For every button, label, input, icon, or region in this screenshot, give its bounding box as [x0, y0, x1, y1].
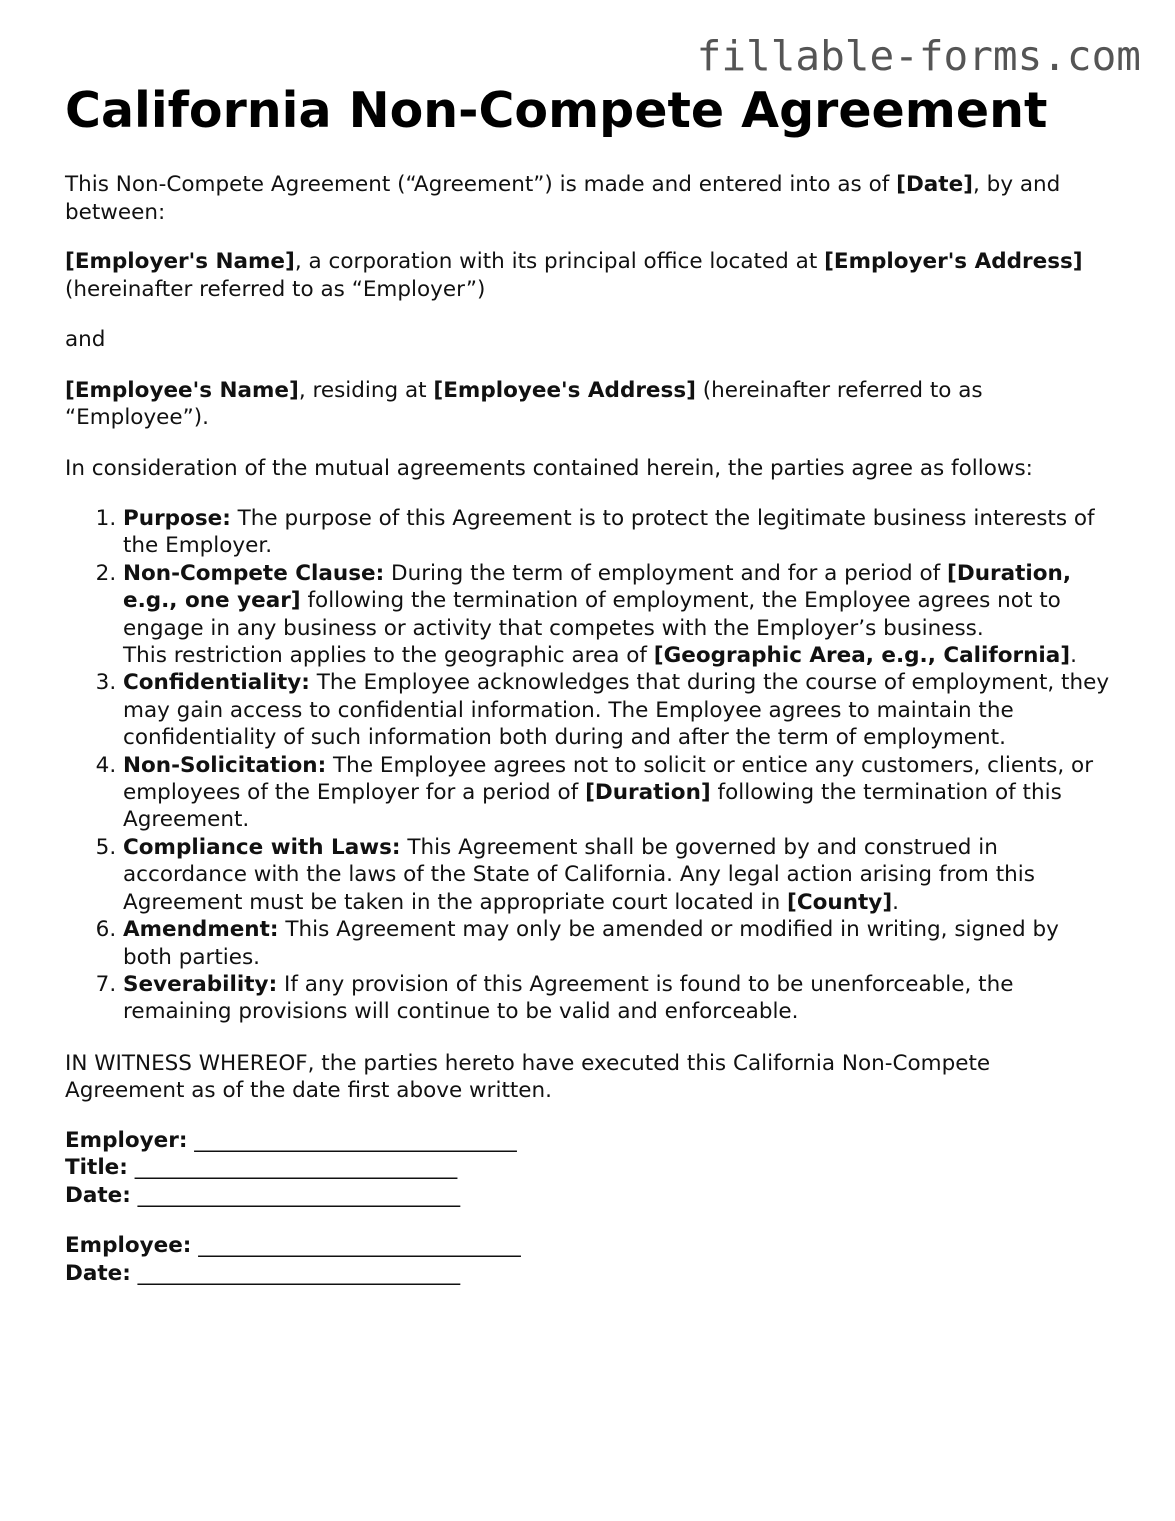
duration-field: [Duration] — [585, 780, 711, 806]
clause-text: This Agreement may only be amended or modified in writing, signed by both parties. — [123, 917, 1059, 970]
employee-text-end: (hereinafter referred to as “Employee”). — [65, 377, 983, 430]
intro-text-end: , by and between: — [65, 172, 1061, 225]
date-field: [Date] — [896, 172, 973, 197]
employee-text: , residing at — [298, 377, 434, 403]
intro-paragraph — [65, 171, 1113, 226]
clause-heading: Non-Compete Clause: — [123, 560, 385, 586]
employee-paragraph — [65, 377, 1113, 432]
employee-address-field: [Employee's Address] — [433, 377, 696, 403]
clause-confidentiality — [123, 669, 1113, 751]
consideration-paragraph: In consideration of the mutual agreements contained herein, the parties agree as follows: — [65, 455, 1033, 481]
watermark: fillable-forms.com — [696, 32, 1141, 80]
blank-line: ______________________________ — [127, 1155, 458, 1181]
employee-date-line[interactable] — [65, 1260, 1113, 1288]
clause-compliance — [123, 834, 1113, 916]
clause-text: following the termination of employment, the Employee agrees not to engage in any business or activity that competes with the Employer’s business. — [123, 588, 1061, 641]
witness-paragraph: IN WITNESS WHEREOF, the parties hereto have executed this California Non-Compete Agreement as of the date first above written. — [65, 1050, 991, 1104]
employer-text: , a corporation with its principal office located at — [294, 249, 825, 274]
employer-date-line[interactable] — [65, 1182, 1113, 1210]
employer-label: Employer: — [65, 1127, 188, 1153]
geographic-area-field: [Geographic Area, e.g., California] — [653, 643, 1071, 669]
clause-text: The Employee acknowledges that during the course of employment, they may gain access to confidential information. The Employee agrees to maintain the confidentiality of such information both during and after the term of employment. — [123, 670, 1110, 751]
clause-text: . — [892, 889, 899, 915]
clause-text: This Agreement shall be governed by and construed in accordance with the laws of the State of California. Any legal action arising from this Agreement must be taken in the appropriate court located in — [123, 834, 1035, 915]
date-label: Date: — [65, 1182, 131, 1208]
date-label: Date: — [65, 1260, 131, 1286]
clause-heading: Purpose: — [123, 506, 231, 531]
blank-line: ______________________________ — [191, 1233, 521, 1259]
employer-address-field: [Employer's Address] — [824, 249, 1083, 274]
clause-text: This restriction applies to the geographic area of — [123, 643, 654, 669]
clause-severability — [123, 971, 1113, 1026]
clause-non-compete — [123, 560, 1113, 670]
clause-non-solicitation — [123, 752, 1113, 834]
clause-heading: Confidentiality: — [123, 670, 310, 696]
employer-text-end: (hereinafter referred to as “Employer”) — [65, 276, 486, 302]
clause-heading: Compliance with Laws: — [123, 834, 401, 860]
clause-heading: Non-Solicitation: — [123, 752, 327, 778]
clause-heading: Amendment: — [123, 917, 279, 943]
employer-signature-line[interactable] — [65, 1127, 1113, 1155]
clause-amendment — [123, 916, 1113, 971]
employee-label: Employee: — [65, 1233, 192, 1259]
employer-paragraph — [65, 248, 1113, 303]
clause-text: The Employee agrees not to solicit or entice any customers, clients, or employees of the Employer for a period of — [123, 752, 1094, 806]
clause-purpose — [123, 505, 1113, 560]
blank-line: ______________________________ — [187, 1127, 517, 1153]
title-label: Title: — [65, 1155, 128, 1181]
duration-field: [Duration, e.g., one year] — [123, 560, 1071, 614]
employer-signature-block — [65, 1127, 1113, 1210]
clause-text: If any provision of this Agreement is found to be unenforceable, the remaining provisions will continue to be valid and enforceable. — [123, 971, 1014, 1025]
clause-text: The purpose of this Agreement is to protect the legitimate business interests of the Employer. — [123, 506, 1095, 559]
clause-heading: Severability: — [123, 971, 278, 997]
clause-list — [65, 505, 1113, 1026]
blank-line: ______________________________ — [130, 1182, 461, 1208]
employee-signature-block — [65, 1232, 1113, 1287]
document-body — [65, 82, 1113, 1287]
clause-text: following the termination of this Agreement. — [123, 780, 1062, 833]
employer-name-field: [Employer's Name] — [65, 249, 295, 274]
document-title: California Non-Compete Agreement — [65, 82, 1048, 139]
employee-name-field: [Employee's Name] — [65, 377, 299, 403]
intro-text: This Non-Compete Agreement (“Agreement”) is made and entered into as of — [65, 172, 897, 197]
clause-text: . — [1070, 643, 1077, 669]
employee-signature-line[interactable] — [65, 1232, 1113, 1260]
and-text: and — [65, 327, 106, 352]
blank-line: ______________________________ — [130, 1260, 461, 1286]
county-field: [County] — [787, 889, 893, 915]
clause-text: During the term of employment and for a period of — [384, 560, 948, 586]
title-signature-line[interactable] — [65, 1154, 1113, 1182]
